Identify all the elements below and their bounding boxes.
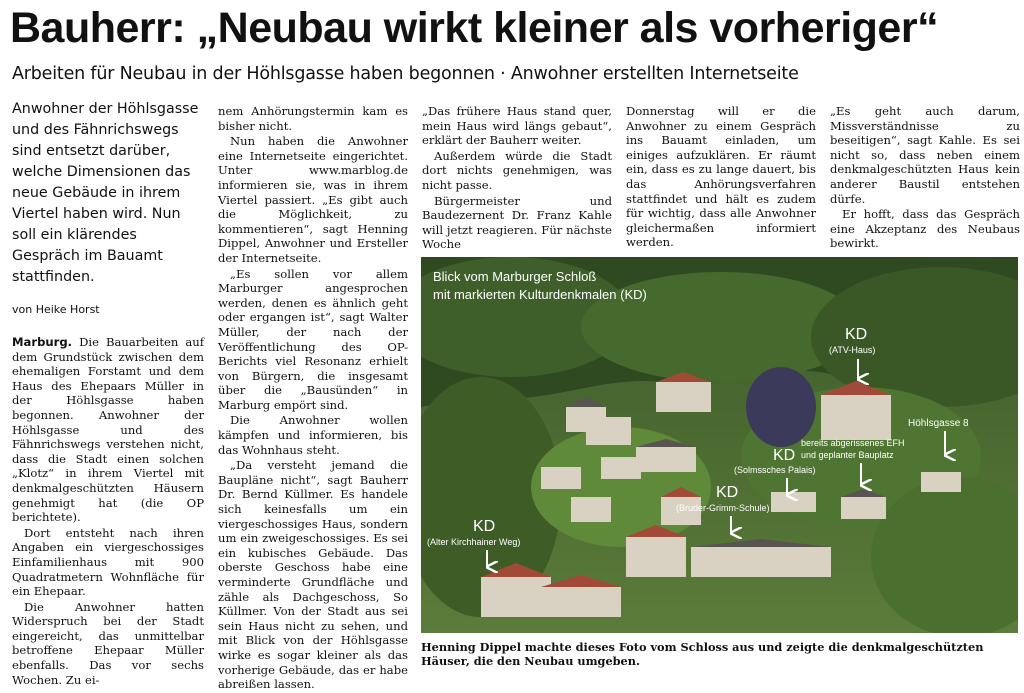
dateline: Marburg. [12, 335, 73, 349]
lead-paragraph: Anwohner der Höhlsgasse und des Fähnrichswegs sind entsetzt darüber, welche Dimensionen das neue Gebäude in ihrem Viertel haben wird. Nun soll ein klärendes Gespräch im Bauamt stattfinden. [12, 101, 199, 285]
paragraph: Donnerstag will er die Anwohner zu einem Gespräch ins Bauamt einladen, um einiges aufzuklären. Er räumt ein, dass es zu lange dauert, bis das Anhörungsverfahren stattfindet und hält es zudem für wichtig, dass alle Anwohner gleichermaßen informiert werden. [626, 104, 816, 250]
paragraph: nem Anhörungstermin kam es bisher nicht. [218, 104, 408, 133]
paragraph: Die Anwohner wollen kämpfen und informieren, bis das Wohnhaus steht. [218, 413, 408, 457]
paragraph: „Es sollen vor allem Marburger angesprochen werden, denen es ähnlich geht oder ergangen ist“, sagt Walter Müller, der nach der Veröffentlichung des OP-Berichts viel Resonanz erhielt von Bürgern, die insgesamt über die „Bausünden“ in Marburg empört sind. [218, 266, 408, 412]
paragraph: Dort entsteht nach ihren Angaben ein viergeschossiges Einfamilienhaus mit 900 Quadratmetern Wohnfläche für ein Ehepaar. [12, 525, 204, 599]
headline: Bauherr: „Neubau wirkt kleiner als vorheriger“ [10, 4, 939, 52]
photo-caption: Henning Dippel machte dieses Foto vom Schloss aus und zeigte die denkmalgeschützten Häuser, die den Neubau umgeben. [421, 640, 984, 668]
paragraph: Nun haben die Anwohner eine Internetseite eingerichtet. Unter www.marblog.de informieren sie, was in ihrem Viertel passiert. „Es gibt auch die Möglichkeit, zu kommentieren“, sagt Henning Dippel, Anwohner und Ersteller der Internetseite. [218, 134, 408, 265]
paragraph: „Das frühere Haus stand quer, mein Haus wird längs gebaut“, erklärt der Bauherr weiter. [422, 104, 612, 148]
kd-label: KD [773, 447, 796, 464]
article-column-5 [830, 104, 1020, 252]
photo-title-line1: Blick vom Marburger Schloß [433, 269, 597, 284]
kd-label: KD [473, 518, 496, 535]
news-photo [421, 257, 1018, 633]
paragraph: Er hofft, dass das Gespräch eine Akzeptanz des Neubaus bewirkt. [830, 207, 1020, 251]
subheadline: Arbeiten für Neubau in der Höhlsgasse haben begonnen · Anwohner erstellten Internetseite [12, 64, 799, 84]
article-column-4 [626, 104, 816, 251]
efh-label-line2: und geplanter Bauplatz [801, 450, 894, 460]
article-column-2 [218, 104, 408, 693]
hoehlsgasse-label: Höhlsgasse 8 [908, 418, 969, 429]
kd-solms-label: (Solmssches Palais) [734, 465, 816, 475]
kd-label: KD [716, 484, 739, 501]
kd-grimm-label: (Bruder-Grimm-Schule) [676, 503, 770, 513]
article-column-1 [12, 335, 204, 688]
kd-kirchhain-label: (Alter Kirchhainer Weg) [427, 537, 521, 547]
photo-title-line2: mit markierten Kulturdenkmalen (KD) [433, 287, 647, 302]
paragraph: „Es geht auch darum, Missverständnisse zu beseitigen“, sagt Kahle. Es sei nicht so, dass neben einem denkmalgeschützten Haus kein anderer Baustil entstehen dürfe. [830, 104, 1020, 206]
kd-atv-label: (ATV-Haus) [829, 345, 876, 355]
kd-label: KD [845, 326, 868, 343]
paragraph: Marburg. Die Bauarbeiten auf dem Grundstück zwischen dem ehemaligen Forstamt und dem Haus des Ehepaars Müller in der Höhlsgasse haben begonnen. Anwohner der Höhlsgasse und des Fähnrichswegs verstehen nicht, dass die Stadt einen solchen „Klotz“ in ihrem Viertel mit denkmalgeschützten Häusern genehmigt hat (die OP berichtete). [12, 335, 204, 525]
paragraph: Bürgermeister und Baudezernent Dr. Franz Kahle will jetzt reagieren. Für nächste Woche [422, 193, 612, 252]
paragraph: Die Anwohner hatten Widerspruch bei der Stadt eingereicht, das unmittelbar betroffene Ehepaar Müller ebenfalls. Das vor sechs Wochen. Zu ei- [12, 599, 204, 687]
article-column-3 [422, 104, 612, 253]
town-view-photo [421, 257, 1018, 633]
efh-label-line1: bereits abgerissenes EFH [801, 438, 905, 448]
paragraph: Außerdem würde die Stadt dort nichts genehmigen, was nicht passe. [422, 148, 612, 192]
paragraph: „Da versteht jemand die Baupläne nicht“, sagt Bauherr Dr. Bernd Küllmer. Es handele sich keinesfalls um ein viergeschossiges Haus, sondern um ein zweigeschossiges. Es sei ein kubisches Gebäude. Das oberste Geschoss habe eine verminderte Grundfläche und zähle als Dachgeschoss, So Küllmer. Von der Stadt aus sei sein Haus nicht zu sehen, und mit Blick von der Höhlsgasse wirke es sogar kleiner als das vorherige Gebäude, das er habe abreißen lassen. [218, 458, 408, 692]
byline: von Heike Horst [12, 303, 100, 316]
